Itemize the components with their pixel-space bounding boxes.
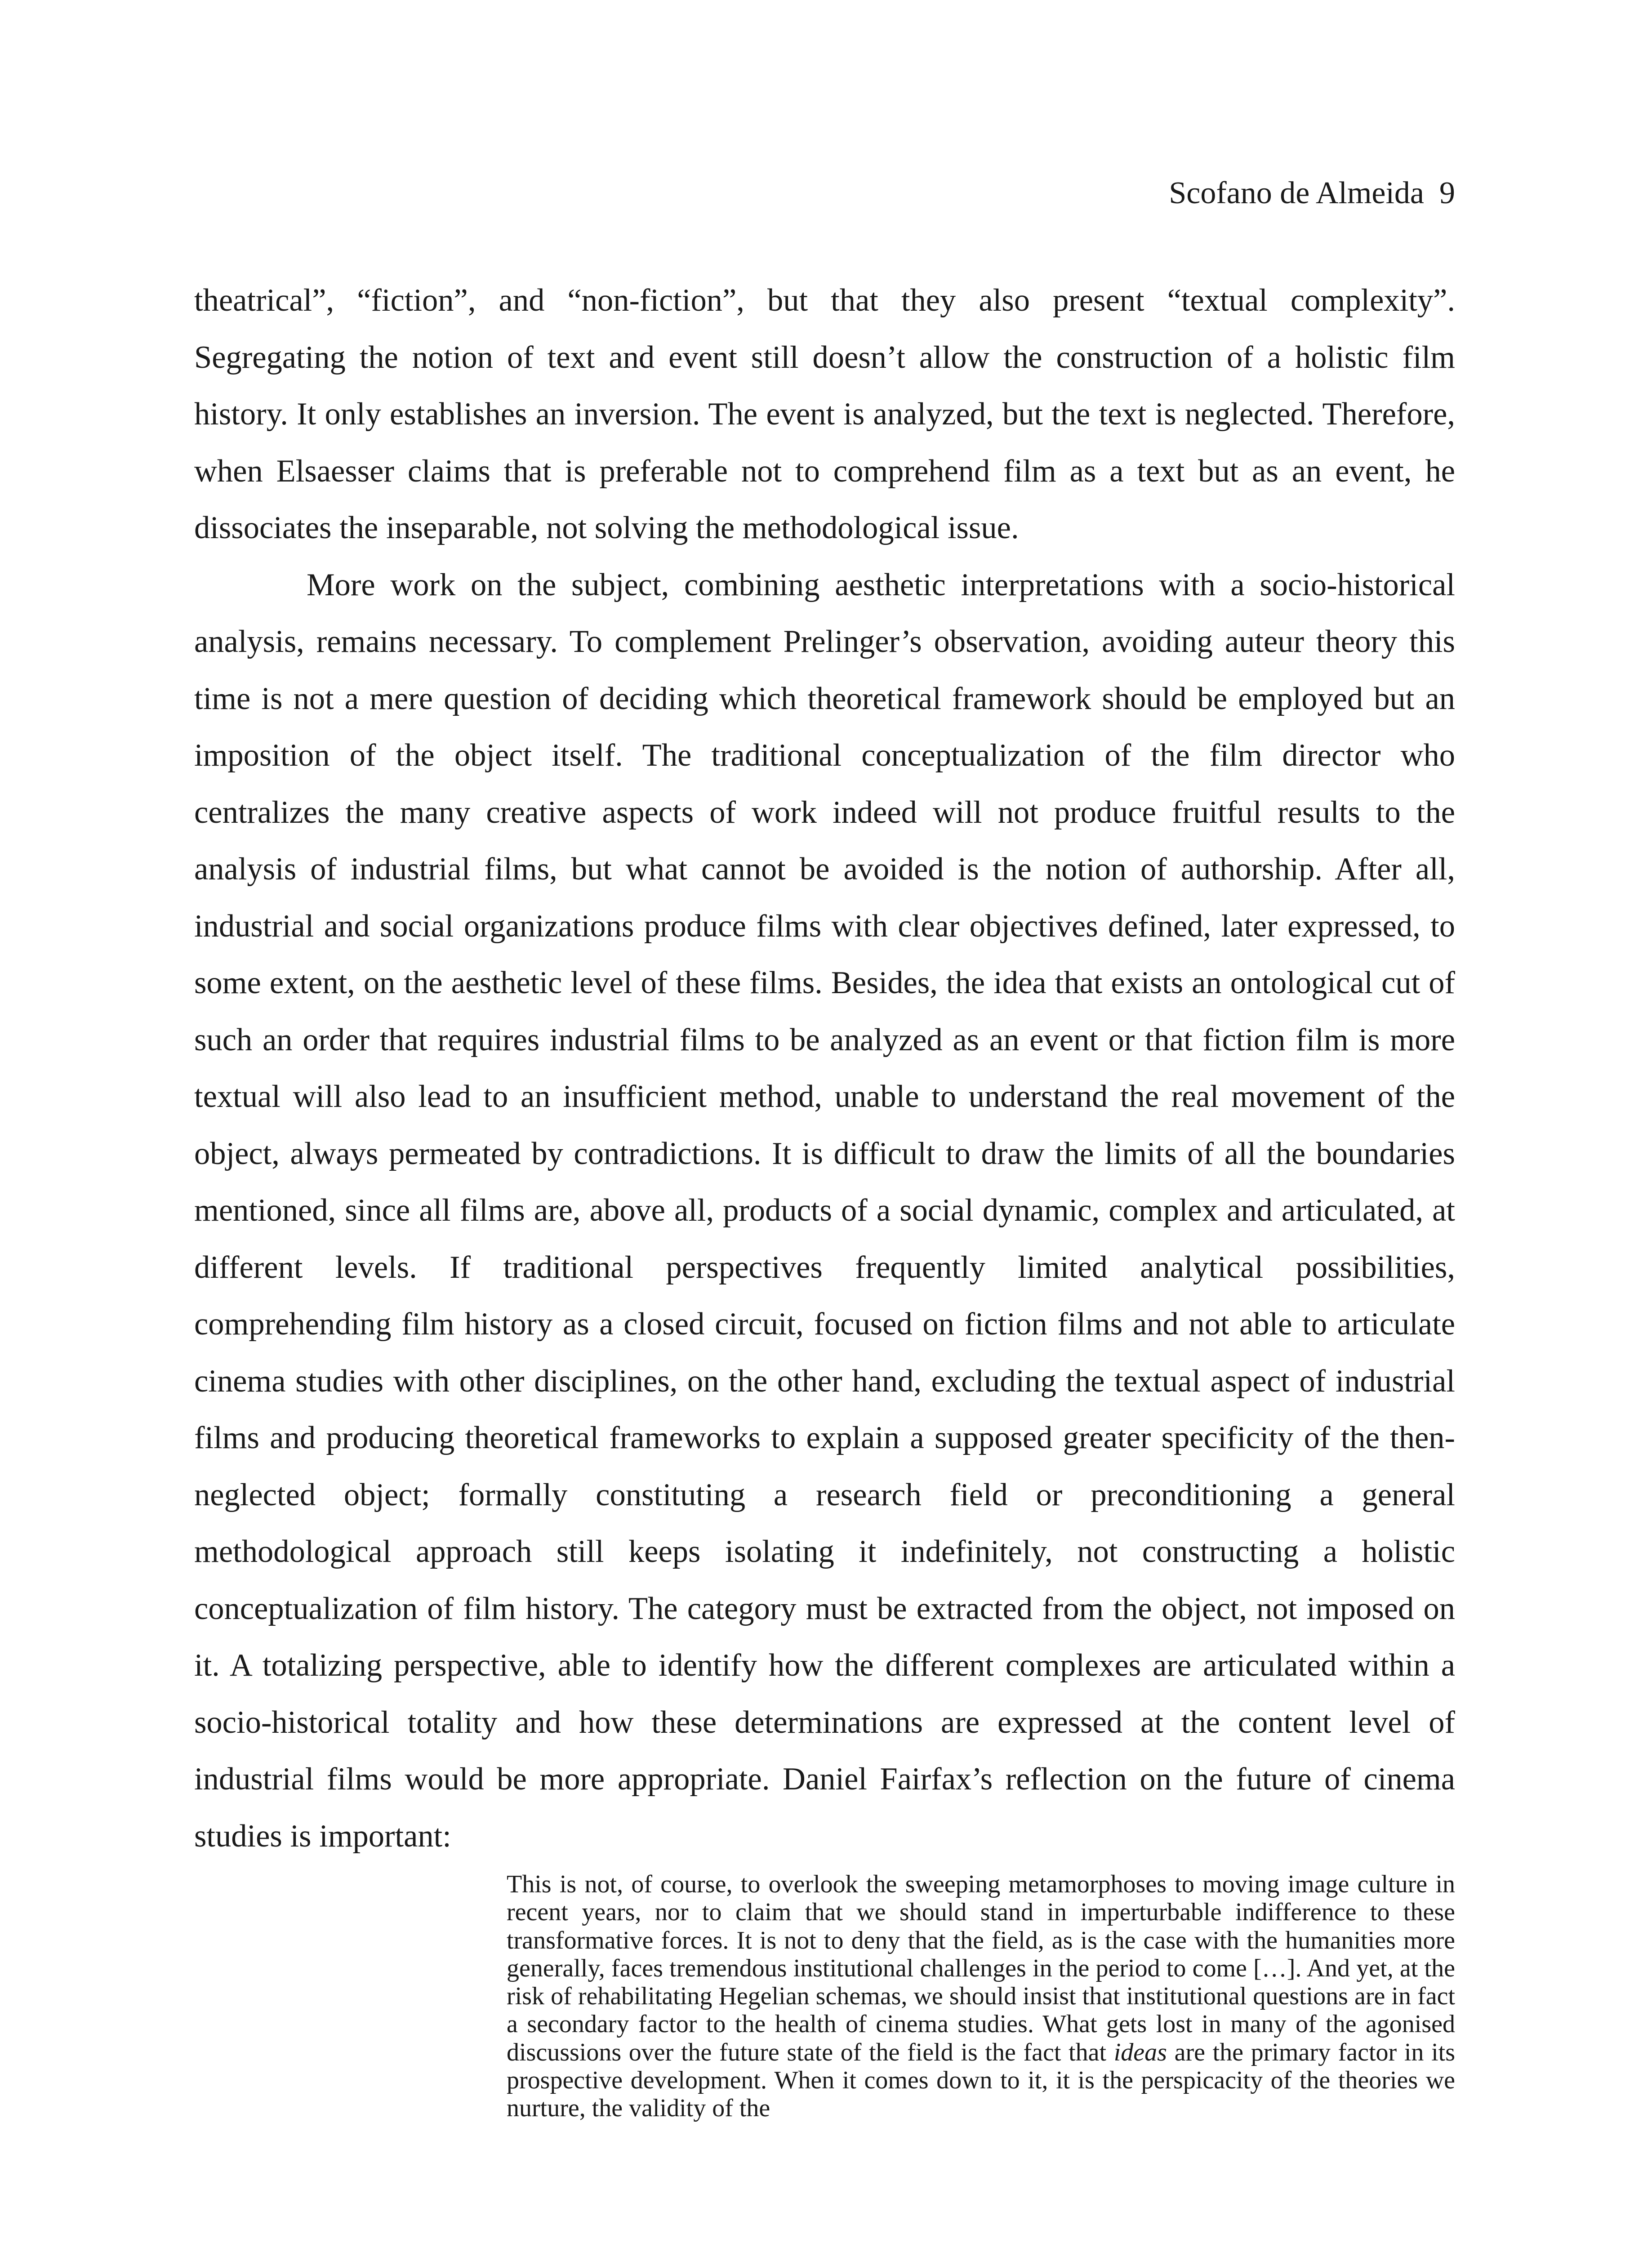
paragraph-continuation: theatrical”, “fiction”, and “non-fiction”, but that they also present “textual complexity”. Segregating the notion of text and event still doesn’t allow the construction of a holistic film history. It only establishes an inversion. The event is analyzed, but the text is neglected. Therefore, when Elsaesser claims that is preferable not to comprehend film as a text but as an event, he dissociates the inseparable, not solving the methodological issue. [194,283,1455,545]
body-text [194,272,1455,1864]
block-quote [507,1870,1455,2123]
quote-text-continued: are the primary factor in its prospective development. When it comes down to it, it is the perspicacity of the theories we nurture, the validity of the [507,2038,1456,2123]
paragraph: More work on the subject, combining aesthetic interpretations with a socio-historical analysis, remains necessary. To complement Prelinger’s observation, avoiding auteur theory this time is not a mere question of deciding which theoretical framework should be employed but an imposition of the object itself. The traditional conceptualization of the film director who centralizes the many creative aspects of work indeed will not produce fruitful results to the analysis of industrial films, but what cannot be avoided is the notion of authorship. After all, industrial and social organizations produce films with clear objectives defined, later expressed, to some extent, on the aesthetic level of these films. Besides, the idea that exists an ontological cut of such an order that requires industrial films to be analyzed as an event or that fiction film is more textual will also lead to an insufficient method, unable to understand the real movement of the object, always permeated by contradictions. It is difficult to draw the limits of all the boundaries mentioned, since all films are, above all, products of a social dynamic, complex and articulated, at different levels. If traditional perspectives frequently limited analytical possibilities, comprehending film history as a closed circuit, focused on fiction films and not able to articulate cinema studies with other disciplines, on the other hand, excluding the textual aspect of industrial films and producing theoretical frameworks to explain a supposed greater specificity of the then-neglected object; formally constituting a research field or preconditioning a general methodological approach still keeps isolating it indefinitely, not constructing a holistic conceptualization of film history. The category must be extracted from the object, not imposed on it. A totalizing perspective, able to identify how the different complexes are articulated within a socio-historical totality and how these determinations are expressed at the content level of industrial films would be more appropriate. Daniel Fairfax’s reflection on the future of cinema studies is important: [194,567,1455,1854]
header-author: Scofano de Almeida [1169,176,1424,210]
page-number: 9 [1439,176,1455,210]
quote-text: This is not, of course, to overlook the sweeping metamorphoses to moving image culture in recent years, nor to claim that we should stand in imperturbable indifference to these transformative forces. It is not to deny that the field, as is the case with the humanities more generally, faces tremendous institutional challenges in the period to come […]. And yet, at the risk of rehabilitating Hegelian schemas, we should insist that institutional questions are in fact a secondary factor to the health of cinema studies. What gets lost in many of the agonised discussions over the future state of the field is the fact that [507,1870,1455,2066]
running-header [1169,178,1455,209]
quote-emphasis: ideas [1113,2038,1167,2066]
